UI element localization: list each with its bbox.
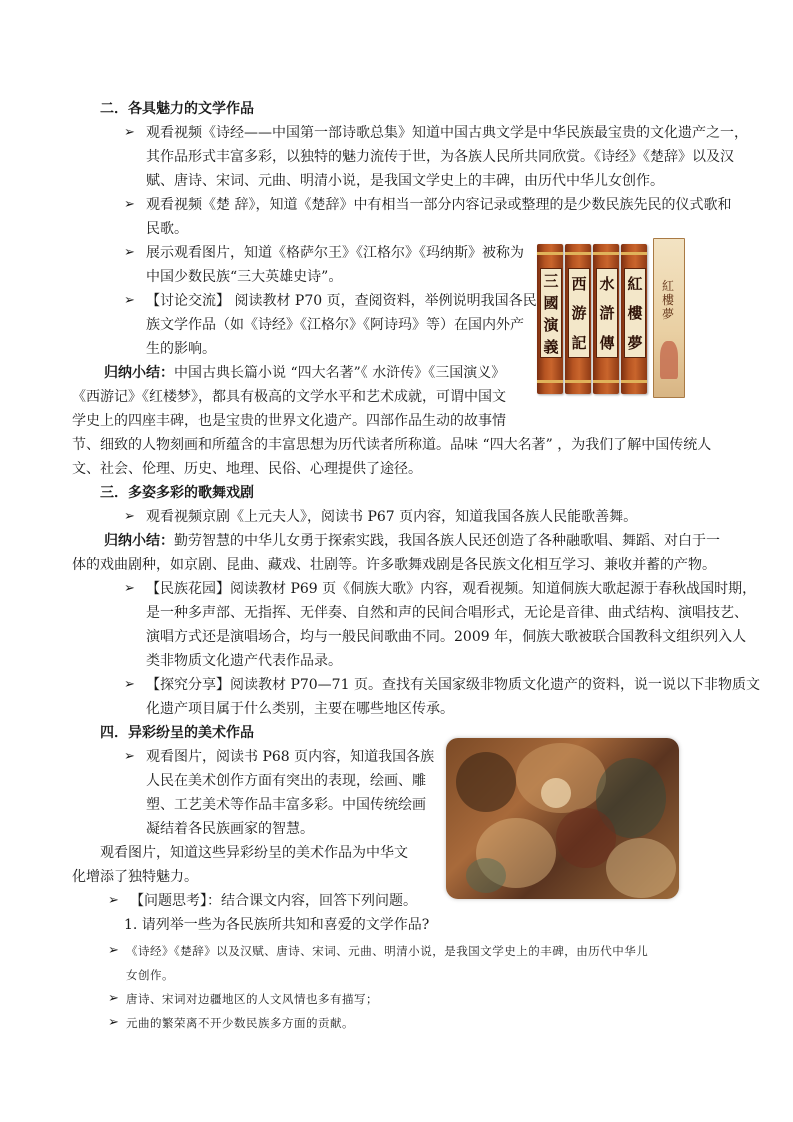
bullet-arrow-icon: ➢: [108, 991, 119, 1006]
summary-label: 归纳小结：: [104, 533, 174, 549]
item-text: 【探究分享】阅读教材 P70—71 页。查找有关国家级非物质文化遗产的资料，说一说以下非物质文: [146, 677, 760, 693]
book-title: 紅 樓 夢: [624, 268, 646, 358]
book-title: 三 國 演 義: [540, 268, 562, 358]
bullet-arrow-icon: ➢: [124, 677, 135, 692]
summary-label: 归纳小结：: [104, 365, 174, 381]
item-text: 观看视频京剧《上元夫人》，阅读书 P67 页内容，知道我国各族人民能歌善舞。: [146, 509, 638, 525]
item-text: 演唱方式还是演唱场合，均与一般民间歌曲不同。2009 年，侗族大歌被联合国教科文组织列入人: [146, 629, 747, 645]
bullet-arrow-icon: ➢: [108, 1015, 119, 1030]
summary-line: 学史上的四座丰碑，也是宝贵的世界文化遗产。四部作品生动的故事情: [72, 413, 506, 429]
bullet-arrow-icon: ➢: [124, 197, 135, 212]
question-text: 1. 请列举一些为各民族所共知和喜爱的文学作品?: [124, 917, 430, 933]
summary-text: 勤劳智慧的中华儿女勇于探索实践，我国各族人民还创造了各种融歌唱、舞蹈、对白于一: [174, 533, 720, 549]
answer-text: 《诗经》《楚辞》以及汉赋、唐诗、宋词、元曲、明清小说，是我国文学史上的丰碑，由历代中华儿: [126, 944, 649, 958]
book-spine: [537, 244, 563, 394]
four-classics-books-image: [535, 232, 683, 404]
answer-text: 女创作。: [126, 968, 174, 982]
book-spine: [593, 244, 619, 394]
item-text: 展示观看图片，知道《格萨尔王》《江格尔》《玛纳斯》被称为: [146, 245, 524, 261]
paragraph-line: 化增添了独特魅力。: [72, 869, 198, 885]
bullet-arrow-icon: ➢: [124, 749, 135, 764]
bullet-arrow-icon: ➢: [108, 893, 119, 908]
item-text: 是一种多声部、无指挥、无伴奏、自然和声的民间合唱形式，无论是音律、曲式结构、演唱技艺、: [146, 605, 748, 621]
item-text: 民歌。: [146, 221, 188, 237]
summary-line: 体的戏曲剧种，如京剧、昆曲、藏戏、壮剧等。许多歌舞戏剧是各民族文化相互学习、兼收并蓄的产物。: [72, 557, 716, 573]
summary-line: 文、社会、伦理、历史、地理、民俗、心理提供了途径。: [72, 461, 422, 477]
section-heading-opera: 三．多姿多彩的歌舞戏剧: [100, 485, 254, 501]
item-text: 族文学作品（如《诗经》《江格尔》《阿诗玛》等）在国内外产: [146, 317, 524, 333]
summary-line: [104, 530, 720, 552]
item-text: 【讨论交流】 阅读教材 P70 页，查阅资料，举例说明我国各民: [146, 293, 537, 309]
book-cover: [653, 238, 685, 398]
paragraph-line: 观看图片，知道这些异彩纷呈的美术作品为中华文: [100, 845, 408, 861]
think-prompt: 【问题思考】：结合课文内容，回答下列问题。: [130, 893, 417, 909]
item-text: 凝结着各民族画家的智慧。: [146, 821, 314, 837]
item-text: 赋、唐诗、宋词、元曲、明清小说，是我国文学史上的丰碑，由历代中华儿女创作。: [146, 173, 664, 189]
item-text: 中国少数民族“三大英雄史诗”。: [146, 269, 343, 285]
item-text: 人民在美术创作方面有突出的表现，绘画、雕: [146, 773, 426, 789]
item-text: 类非物质文化遗产代表作品录。: [146, 653, 342, 669]
bullet-arrow-icon: ➢: [124, 125, 135, 140]
answer-text: 元曲的繁荣离不开少数民族多方面的贡献。: [126, 1016, 354, 1030]
item-text: 观看图片，阅读书 P68 页内容，知道我国各族: [146, 749, 435, 765]
item-text: 观看视频《楚 辞》，知道《楚辞》中有相当一部分内容记录或整理的是少数民族先民的仪式歌和: [146, 197, 732, 213]
item-text: 其作品形式丰富多彩，以独特的魅力流传于世，为各族人民所共同欣赏。《诗经》《楚辞》以及汉: [146, 149, 734, 165]
answer-text: 唐诗、宋词对边疆地区的人文风情也多有描写；: [126, 992, 378, 1006]
section-heading-art: 四．异彩纷呈的美术作品: [100, 725, 254, 741]
bullet-arrow-icon: ➢: [124, 245, 135, 260]
item-text: 生的影响。: [146, 341, 216, 357]
item-text: 观看视频《诗经——中国第一部诗歌总集》知道中国古典文学是中华民族最宝贵的文化遗产之一，: [146, 125, 748, 141]
bullet-arrow-icon: ➢: [124, 581, 135, 596]
summary-line: 《西游记》《红楼梦》，都具有极高的文学水平和艺术成就，可谓中国文: [72, 389, 506, 405]
summary-text: 中国古典长篇小说 “四大名著”《 水浒传》《三国演义》: [174, 365, 506, 381]
book-title: 西 游 記: [568, 268, 590, 358]
bullet-arrow-icon: ➢: [124, 509, 135, 524]
bullet-arrow-icon: ➢: [108, 943, 119, 958]
bullet-arrow-icon: ➢: [124, 293, 135, 308]
cover-title: 紅樓夢: [662, 279, 675, 321]
item-text: 化遗产项目属于什么类别，主要在哪些地区传承。: [146, 701, 454, 717]
book-title: 水 滸 傳: [596, 268, 618, 358]
item-text: 塑、工艺美术等作品丰富多彩。中国传统绘画: [146, 797, 426, 813]
book-spine: [565, 244, 591, 394]
item-text: 【民族花园】阅读教材 P69 页《侗族大歌》内容，观看视频。知道侗族大歌起源于春秋战国时期，: [146, 581, 757, 597]
mural-painting-image: [446, 738, 679, 899]
book-spine: [621, 244, 647, 394]
section-heading-literature: 二．各具魅力的文学作品: [100, 101, 254, 117]
summary-line: 节、细致的人物刻画和所蕴含的丰富思想为历代读者所称道。品味 “四大名著” ，为我们了解中国传统人: [72, 437, 712, 453]
summary-line: [104, 362, 505, 384]
